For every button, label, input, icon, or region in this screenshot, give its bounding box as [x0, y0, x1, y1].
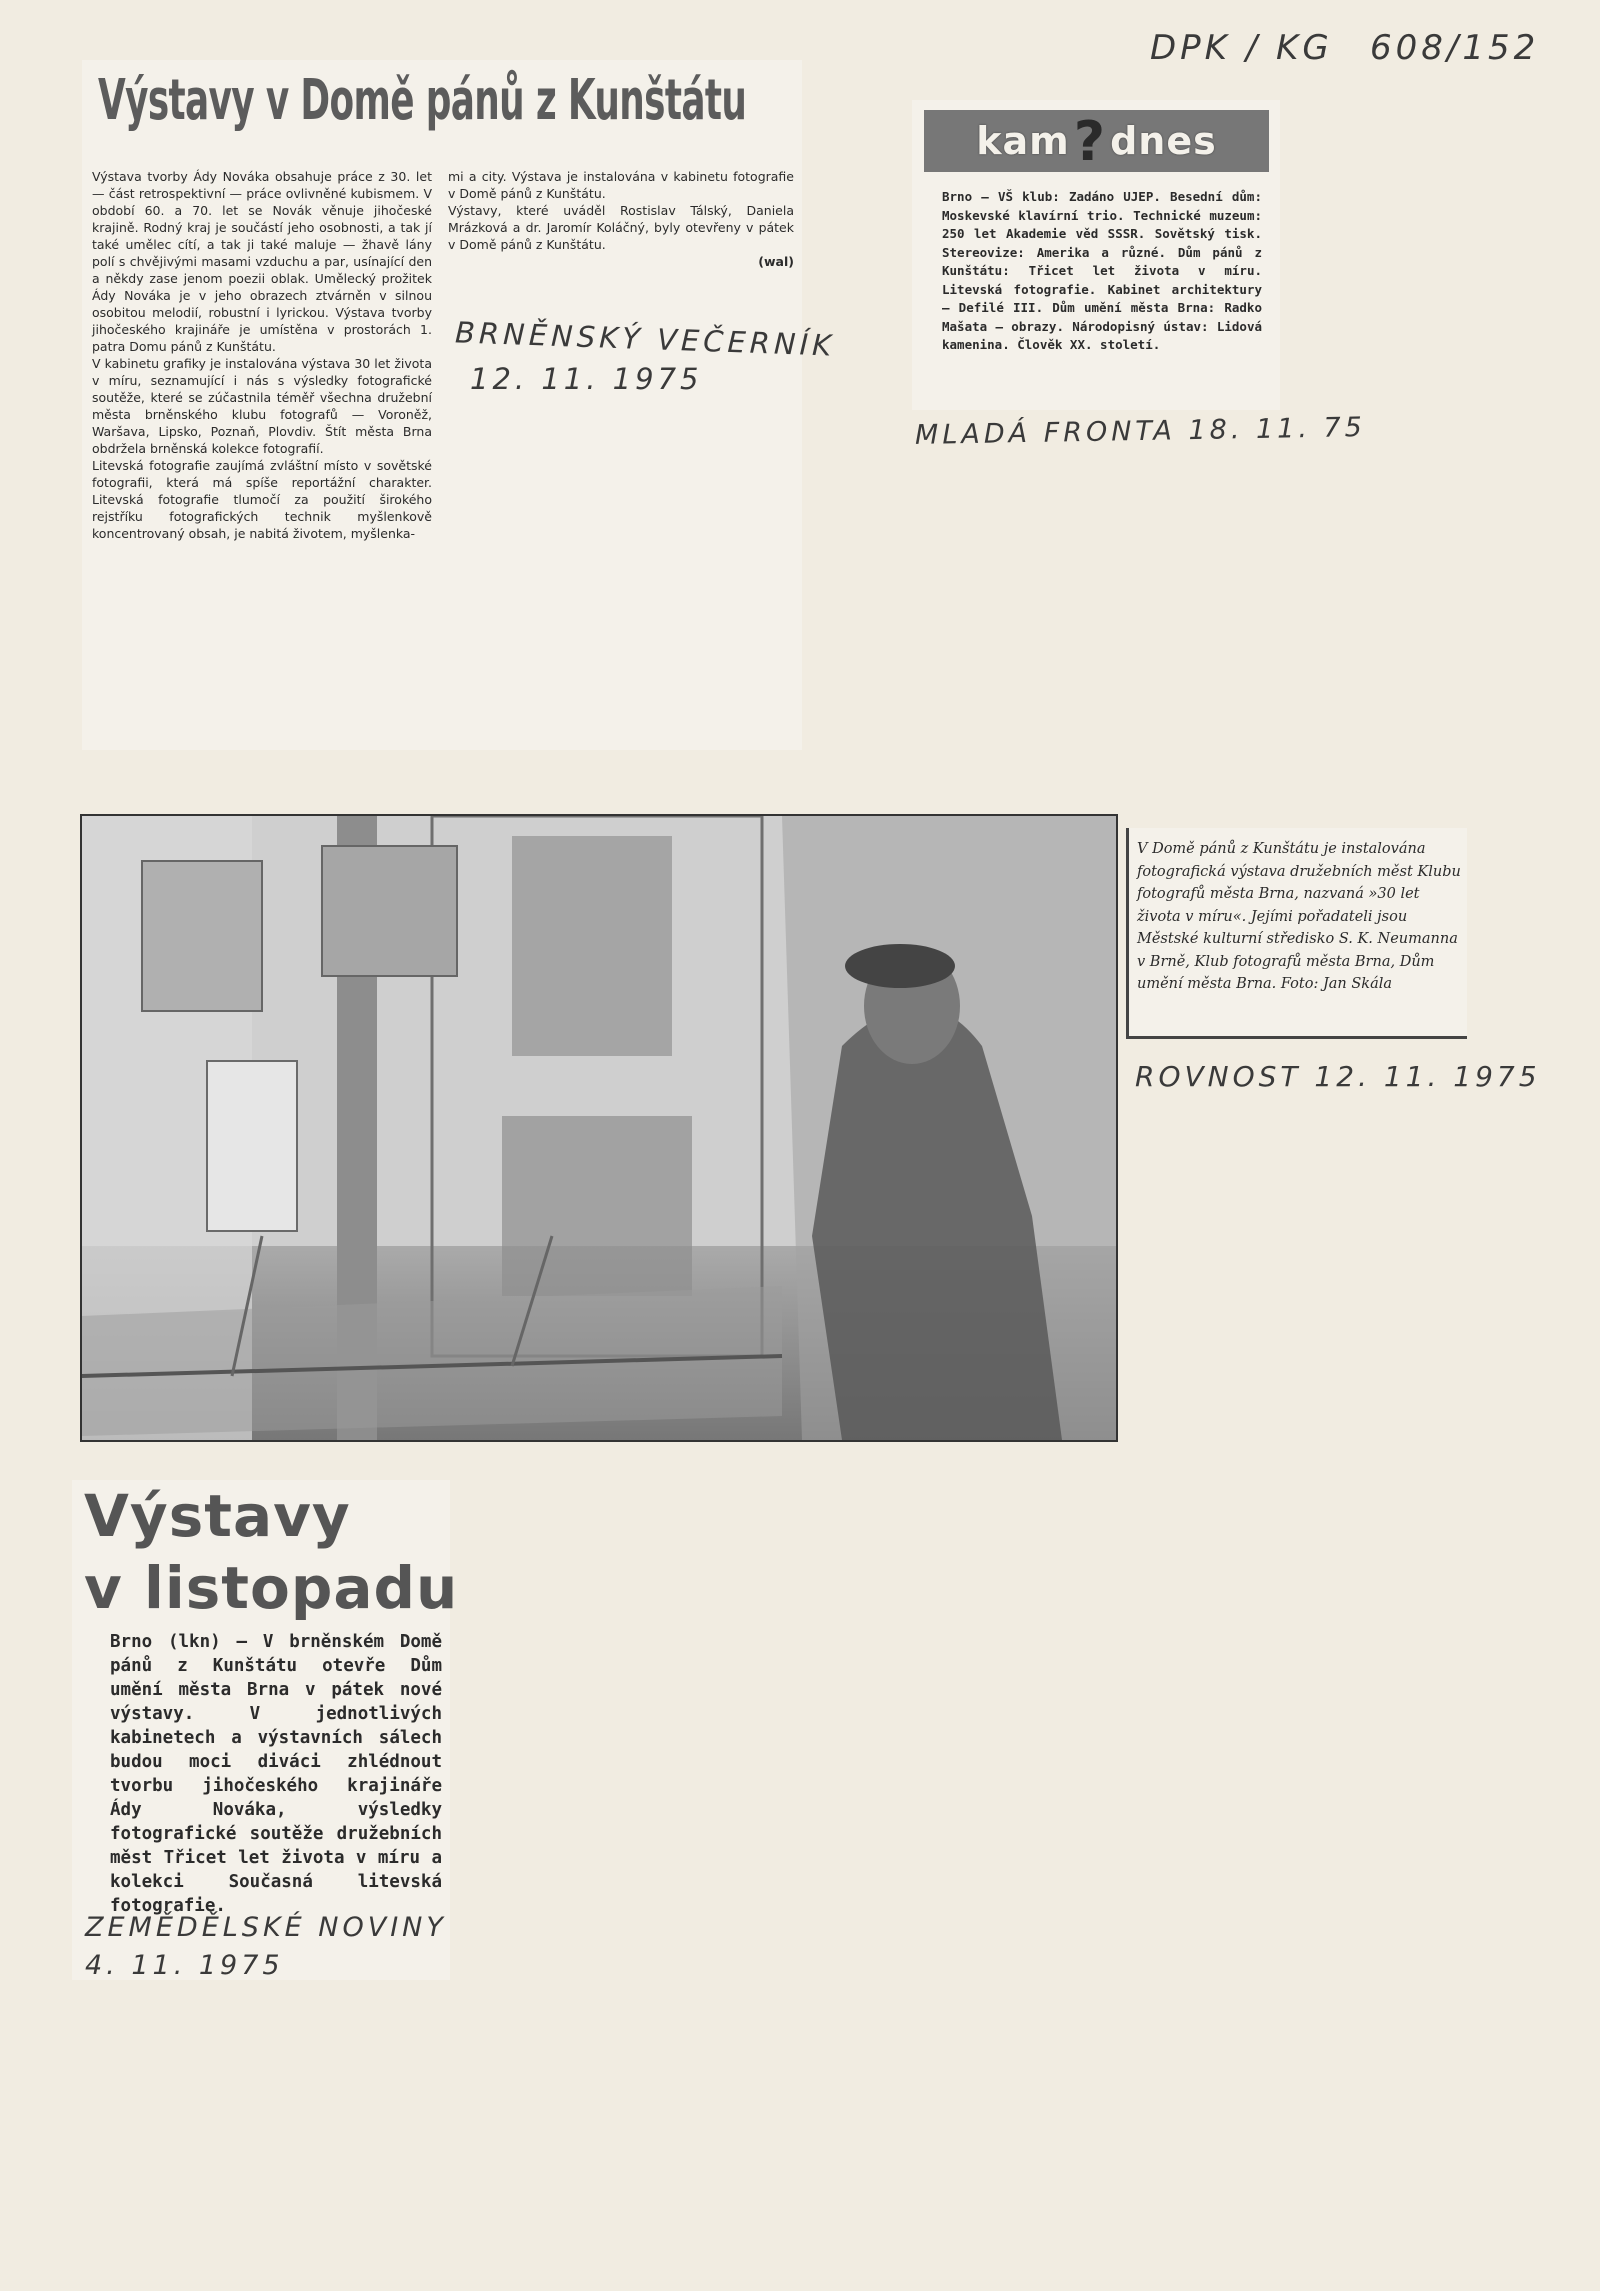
article-column-2 [448, 168, 794, 270]
handwritten-source-4: ZEMĚDĚLSKÉ NOVINY [85, 1912, 447, 1943]
photo-illustration [82, 816, 1116, 1440]
article-body: Brno (lkn) — V brněnském Domě pánů z Kunštátu otevře Dům umění města Brna v pátek nové výstavy. V jednotlivých kabinetech a výstavních sálech budou moci diváci zhlédnout tvorbu jihočeského krajináře Ády Nováka, výsledky fotografické soutěže družebních měst Třicet let života v míru a kolekci Současná litevská fotografie. [110, 1632, 442, 1916]
photo-caption [1126, 828, 1467, 1039]
handwritten-source-2: MLADÁ FRONTA 18. 11. 75 [914, 412, 1367, 451]
clipping-zemedelske-noviny [72, 1480, 459, 1980]
paragraph: Výstava tvorby Ády Nováka obsahuje práce z 30. let — část retrospektivní — práce ovlivněné kubismem. V období 60. a 70. let se Novák věnuje jihočeské krajině. Rodný kraj je součástí jeho osobnosti, a tak jí také umělec cítí, a tak ji také maluje — žhavě lány polí s chvějivými masami vzduchu a par, usínající den a někdy zase jenom poezii oblak. Umělecký prožitek Ády Nováka je v jeho obrazech ztvárněn v silnou osobitou melodií, robustní i lyrickou. Výstava tvorby jihočeského krajináře je umístěna v prostorách 1. patra Domu pánů z Kunštátu. [92, 169, 432, 354]
archive-code: DPK / KG [1150, 28, 1333, 68]
exhibition-photo [80, 814, 1118, 1442]
author-signature: (wal) [758, 254, 794, 269]
handwritten-source-3: ROVNOST 12. 11. 1975 [1135, 1060, 1541, 1093]
clipping-brnensky-vecernik [82, 60, 802, 750]
kam-dnes-logo [924, 110, 1269, 172]
article-column-1 [92, 168, 432, 542]
listing-text: Brno — VŠ klub: Zadáno UJEP. Besední dům: Moskevské klavírní trio. Technické muzeum: 250 let Akademie věd SSSR. Sovětský tisk. Stereovize: Amerika a různé. Dům pánů z Kunštátu: Třicet let života v míru. Litevská fotografie. Kabinet architektury — Defilé III. Dům umění města Brna: Radko Mašata — obrazy. Národopisný ústav: Lidová kamenina. Člověk XX. století. [942, 189, 1262, 352]
paragraph: V kabinetu grafiky je instalována výstava 30 let života v míru, seznamující i nás s výsledky fotografické soutěže, které se zúčastnila téměř všechna družební města brněnského klubu fotografů — Voroněž, Waršava, Lipsko, Poznaň, Plovdiv. Štít města Brna obdržela brněnská kolekce fotografií. [92, 356, 432, 456]
article-title: Výstavy v Domě pánů z Kunštátu [98, 68, 747, 133]
paragraph: Výstavy, které uváděl Rostislav Tálský, Daniela Mrázková a dr. Jaromír Koláčný, byly otevřeny v pátek v Domě pánů z Kunštátu. [448, 203, 794, 252]
archive-number: 608/152 [1370, 28, 1540, 68]
logo-word-dnes: dnes [1110, 119, 1217, 163]
caption-text: V Domě pánů z Kunštátu je instalována fotografická výstava družebních měst Klubu fotografů města Brna, nazvaná »30 let života v míru«. Jejími pořadateli jsou Městské kulturní středisko S. K. Neumanna v Brně, Klub fotografů města Brna, Dům umění města Brna. Foto: Jan Skála [1137, 841, 1461, 992]
paragraph: Litevská fotografie zaujímá zvláštní místo v sovětské fotografii, která má spíše reportážní charakter. Litevská fotografie tlumočí za použití širokého rejstříku fotografických technik myšlenkově koncentrovaný obsah, je nabitá životem, myšlenka- [92, 458, 432, 541]
paragraph: mi a city. Výstava je instalována v kabinetu fotografie v Domě pánů z Kunštátu. [448, 169, 794, 201]
article-title-line-1: Výstavy [84, 1482, 351, 1550]
question-mark-icon: ? [1073, 109, 1107, 173]
clipping-kam-dnes [912, 100, 1280, 410]
handwritten-date-1: 12. 11. 1975 [470, 362, 703, 396]
handwritten-date-4: 4. 11. 1975 [85, 1950, 284, 1981]
handwritten-source-1: BRNĚNSKÝ VEČERNÍK [454, 315, 836, 363]
article-title-line-2: v listopadu [84, 1554, 459, 1622]
logo-word-kam: kam [976, 119, 1070, 163]
